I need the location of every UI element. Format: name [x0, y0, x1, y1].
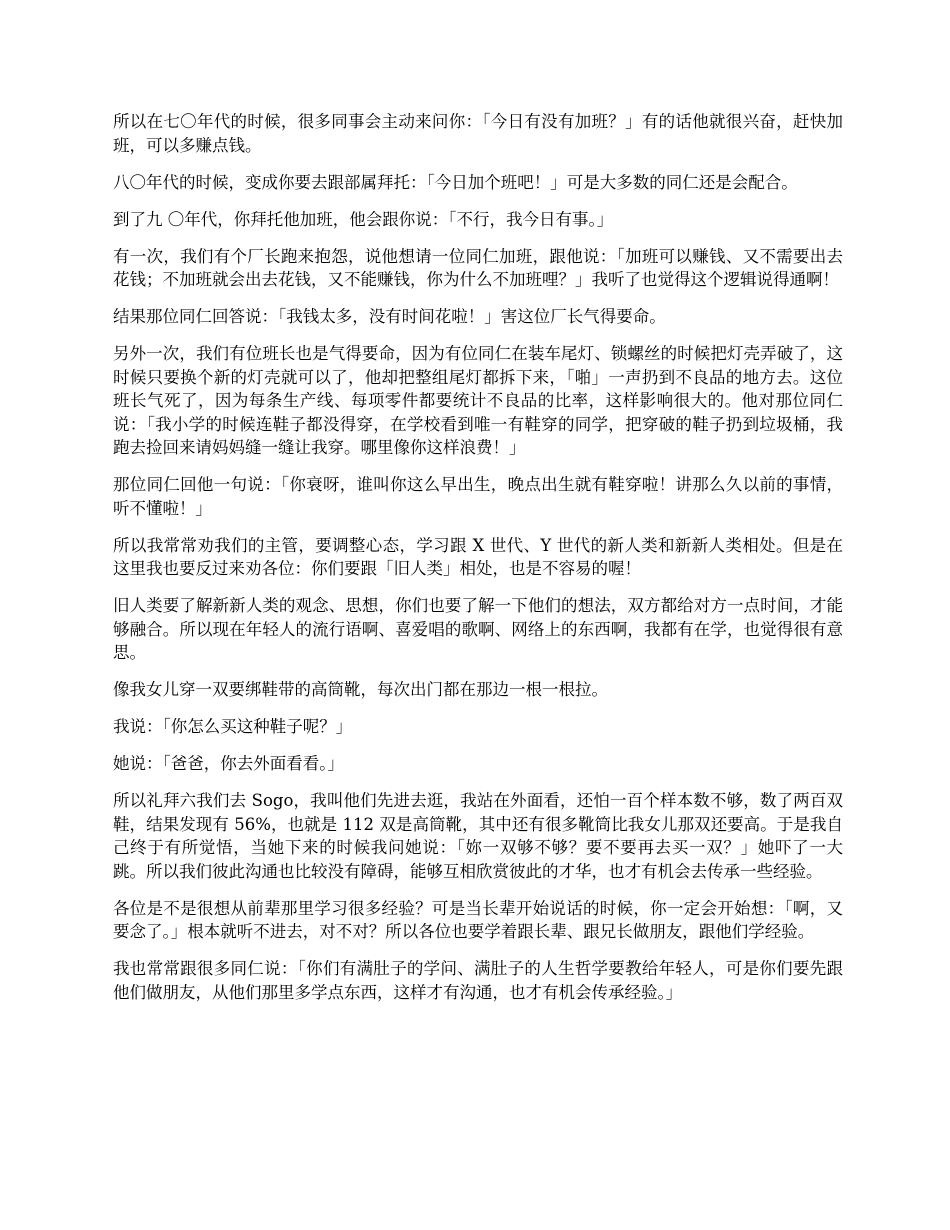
paragraph: 八〇年代的时候，变成你要去跟部属拜托：「今日加个班吧！」可是大多数的同仁还是会配合。 [113, 172, 798, 192]
paragraph: 所以在七〇年代的时候，很多同事会主动来问你：「今日有没有加班？」有的话他就很兴奋，赶快加班，可以多赚点钱。 [113, 112, 843, 155]
paragraph: 另外一次，我们有位班长也是气得要命，因为有位同仁在装车尾灯、锁螺丝的时候把灯壳弄破了，这时候只要换个新的灯壳就可以了，他却把整组尾灯都拆下来，「啪」一声扔到不良品的地方去。这位班长气死了，因为每条生产线、每项零件都要统计不良品的比率，这样影响很大的。他对那位同仁说：「我小学的时候连鞋子都没得穿，在学校看到唯一有鞋穿的同学，把穿破的鞋子扔到垃圾桶，我跑去捡回来请妈妈缝一缝让我穿。哪里像你这样浪费！」 [113, 344, 843, 457]
paragraph: 我也常常跟很多同仁说：「你们有满肚子的学问、满肚子的人生哲学要教给年轻人，可是你们要先跟他们做朋友，从他们那里多学点东西，这样才有沟通，也才有机会传承经验。」 [113, 959, 843, 1002]
paragraph: 各位是不是很想从前辈那里学习很多经验？可是当长辈开始说话的时候，你一定会开始想：「啊，又要念了。」根本就听不进去，对不对？所以各位也要学着跟长辈、跟兄长做朋友，跟他们学经验。 [113, 898, 843, 941]
paragraph: 她说：「爸爸，你去外面看看。」 [113, 754, 344, 773]
paragraph: 结果那位同仁回答说：「我钱太多，没有时间花啦！」害这位厂长气得要命。 [113, 307, 666, 326]
paragraph: 旧人类要了解新新人类的观念、思想，你们也要了解一下他们的想法，双方都给对方一点时间，才能够融合。所以现在年轻人的流行语啊、喜爱唱的歌啊、网络上的东西啊，我都有在学，也觉得很有意思。 [113, 596, 843, 662]
paragraph: 那位同仁回他一句说：「你衰呀，谁叫你这么早出生，晚点出生就有鞋穿啦！讲那么久以前的事情，听不懂啦！」 [113, 475, 843, 518]
paragraph: 所以礼拜六我们去 Sogo，我叫他们先进去逛，我站在外面看，还怕一百个样本数不够，数了两百双鞋，结果发现有 56%，也就是 112 双是高筒靴，其中还有很多靴筒比我女儿那双还要高。于是我自己终于有所觉悟，当她下来的时候我问她说：「妳一双够不够？要不要再去买一双？」她吓了一大跳。所以我们彼此沟通也比较没有障碍，能够互相欣赏彼此的才华，也才有机会去传承一些经验。 [113, 791, 843, 881]
paragraph: 到了九 〇年代，你拜托他加班，他会跟你说：「不行，我今日有事。」 [113, 209, 614, 229]
paragraph: 所以我常常劝我们的主管，要调整心态，学习跟 X 世代、Y 世代的新人类和新新人类相处。但是在这里我也要反过来劝各位：你们要跟「旧人类」相处，也是不容易的喔！ [113, 535, 843, 578]
paragraph: 我说：「你怎么买这种鞋子呢？」 [113, 717, 353, 736]
document-body [113, 110, 843, 1018]
paragraph: 有一次，我们有个厂长跑来抱怨，说他想请一位同仁加班，跟他说：「加班可以赚钱、又不需要出去花钱；不加班就会出去花钱，又不能赚钱，你为什么不加班哩？」我听了也觉得这个逻辑说得通啊！ [113, 246, 843, 289]
paragraph: 像我女儿穿一双要绑鞋带的高筒靴，每次出门都在那边一根一根拉。 [113, 680, 608, 699]
